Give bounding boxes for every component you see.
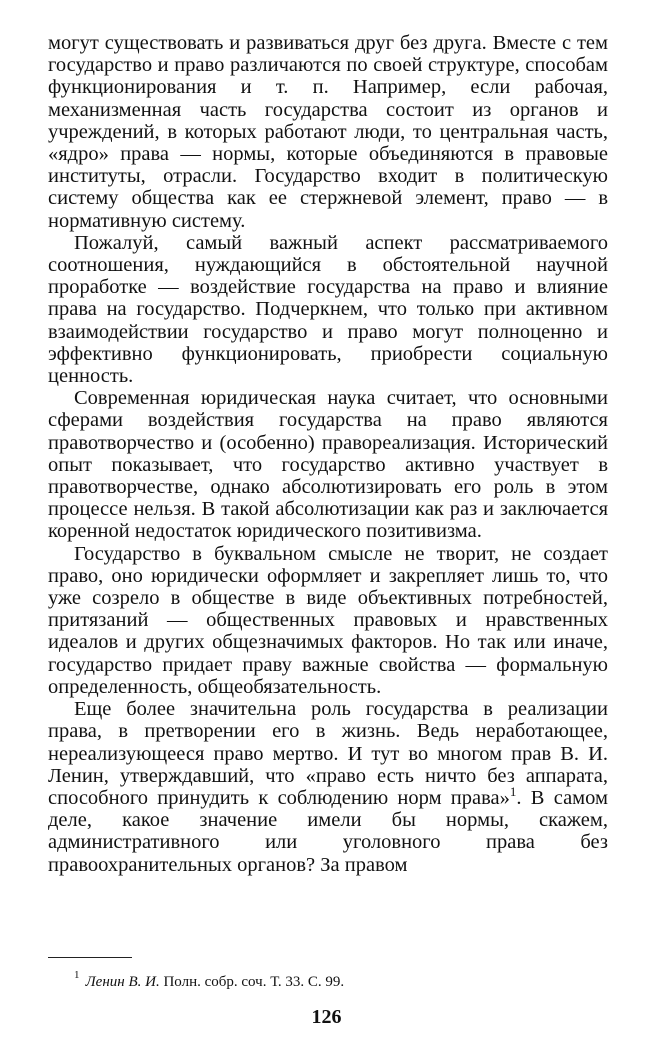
paragraph-5-text-before: Еще более значительна роль государства в реализации права, в претворении его в жизнь. Ведь неработающее, нереализующееся право мертво. И тут во многом прав В. И. Ленин, утверждавший, что «право есть ничто без аппарата, способного принудить к соблюдению норм права» [48, 698, 608, 809]
paragraph-5 [48, 698, 608, 876]
paragraph-5-text-after: . В самом деле, какое значение имели бы нормы, скажем, административного или уголовного права без правоохранительных органов? За правом [48, 786, 608, 876]
footnote-mark: 1 [74, 969, 80, 981]
paragraph-1: могут существовать и развиваться друг без друга. Вместе с тем государство и право различаются по своей структуре, способам функционирования и т. п. Например, если рабочая, механизменная часть государства состоит из органов и учреждений, в которых работают люди, то центральная часть, «ядро» права — нормы, которые объединяются в правовые институты, отрасли. Государство входит в политическую систему общества как ее стержневой элемент, право — в нормативную систему. [48, 32, 608, 232]
footnote [74, 968, 344, 991]
paragraph-4: Государство в буквальном смысле не творит, не создает право, оно юридически оформляет и закрепляет лишь то, что уже созрело в обществе в виде объективных потребностей, притязаний — общественных правовых и нравственных идеалов и других общезначимых факторов. Но так или иначе, государство придает праву важные свойства — формальную определенность, общеобязательность. [48, 542, 608, 698]
page-number: 126 [311, 1006, 342, 1028]
footnote-divider [48, 957, 132, 958]
footnote-reference[interactable]: 1 [509, 784, 517, 800]
paragraph-2: Пожалуй, самый важный аспект рассматриваемого соотношения, нуждающийся в обстоятельной научной проработке — воздействие государства на право и влияние права на государство. Подчеркнем, что только при активном взаимодействии государство и право могут полноценно и эффективно функционировать, приобрести социальную ценность. [48, 231, 608, 388]
footnote-text: Полн. собр. соч. Т. 33. С. 99. [163, 974, 345, 990]
page-body [48, 32, 608, 876]
paragraph-3: Современная юридическая наука считает, что основными сферами воздействия государства на право являются правотворчество и (особенно) правореализация. Исторический опыт показывает, что государство активно участвует в правотворчестве, однако абсолютизировать его роль в этом процессе нельзя. В такой абсолютизации как раз и заключается коренной недостаток юридического позитивизма. [48, 387, 608, 543]
footnote-author: Ленин В. И. [85, 974, 160, 990]
